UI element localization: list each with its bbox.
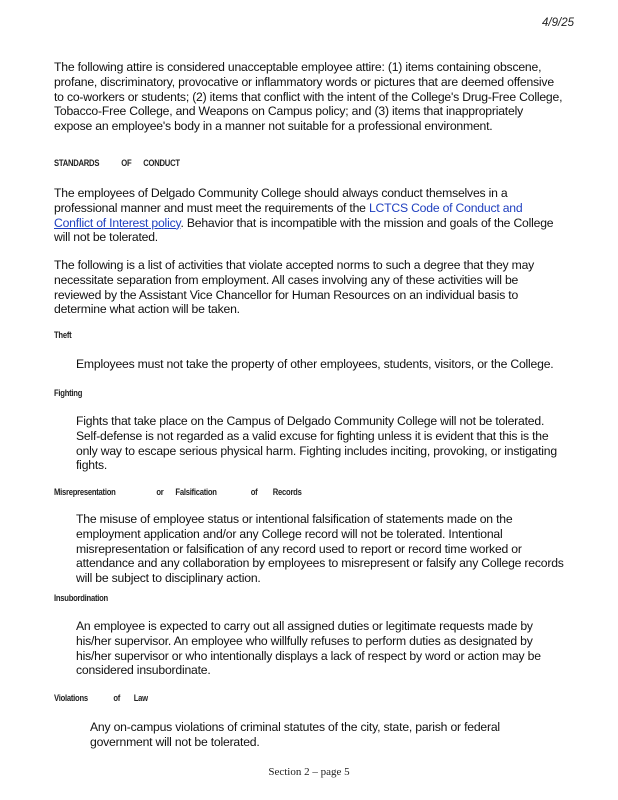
page-date: 4/9/25 <box>542 17 574 29</box>
insubordination-paragraph: An employee is expected to carry out all assigned duties or legitimate requests made by his/her supervisor. An employee who willfully refuses to perform duties as designated by his/her supervisor or who intentionally displays a lack of respect by word or action may be considered insubordinate. <box>76 619 541 678</box>
heading-word: Records <box>272 487 302 497</box>
heading-word: or <box>156 487 164 497</box>
and-link-text[interactable]: and <box>499 200 523 215</box>
heading-word: OF <box>121 158 132 168</box>
heading-word: CONDUCT <box>143 158 180 168</box>
insubordination-heading: Insubordination <box>54 593 108 603</box>
misrepresentation-heading <box>54 487 302 497</box>
lctcs-code-of-conduct-link[interactable]: LCTCS Code of Conduct <box>368 200 500 215</box>
misrepresentation-paragraph: The misuse of employee status or intentional falsification of statements made on the employment application and/or any College record will not be tolerated. Intentional misrepresentation or falsification of any record used to report or record time worked or attendance and any collaboration by employees to misrepresent or falsify any College records will be subject to disciplinary action. <box>76 512 564 586</box>
heading-word: of <box>250 487 258 497</box>
heading-word: Falsification <box>175 487 217 497</box>
activities-paragraph: The following is a list of activities that violate accepted norms to such a degree that they may necessitate separation from employment. All cases involving any of these activities will be reviewed by the Assistant Vice Chancellor for Human Resources on an individual basis to determine what action will be taken. <box>54 258 535 317</box>
violations-of-law-heading <box>54 693 148 703</box>
conflict-of-interest-policy-link[interactable]: Conflict of Interest policy <box>54 215 181 230</box>
page-footer: Section 2 – page 5 <box>268 766 350 778</box>
attire-paragraph: The following attire is considered unacceptable employee attire: (1) items containing obscene, profane, discriminatory, provocative or inflammatory words or pictures that are deemed offensive to co-workers or students; (2) items that conflict with the intent of the College's Drug-Free College, Tobacco-Free College, and Weapons on Campus policy; and (3) items that inappropriately expose an employee's body in a manner not suitable for a professional environment. <box>54 60 563 134</box>
heading-word: STANDARDS <box>54 158 100 168</box>
heading-word: Violations <box>54 693 88 703</box>
fighting-heading: Fighting <box>54 388 83 398</box>
conduct-text-start: The employees of Delgado Community College should always conduct themselves in a professional manner and must meet the requirements of the <box>54 186 508 215</box>
conduct-text-end: . Behavior that is incompatible with the mission and goals of the College will not be tolerated. <box>54 215 554 245</box>
violations-of-law-paragraph: Any on-campus violations of criminal statutes of the city, state, parish or federal government will not be tolerated. <box>90 720 500 749</box>
conduct-paragraph <box>54 186 564 245</box>
heading-word: of <box>113 693 121 703</box>
theft-paragraph: Employees must not take the property of other employees, students, visitors, or the College. <box>76 357 554 371</box>
theft-heading: Theft <box>54 330 72 340</box>
heading-word: Misrepresentation <box>54 487 116 497</box>
standards-of-conduct-heading <box>54 158 180 168</box>
heading-word: Law <box>133 693 148 703</box>
fighting-paragraph: Fights that take place on the Campus of Delgado Community College will not be tolerated. Self-defense is not regarded as a valid excuse for fighting unless it is evident that this is the only way to escape serious physical harm. Fighting includes inciting, provoking, or instigating fights. <box>76 414 557 473</box>
